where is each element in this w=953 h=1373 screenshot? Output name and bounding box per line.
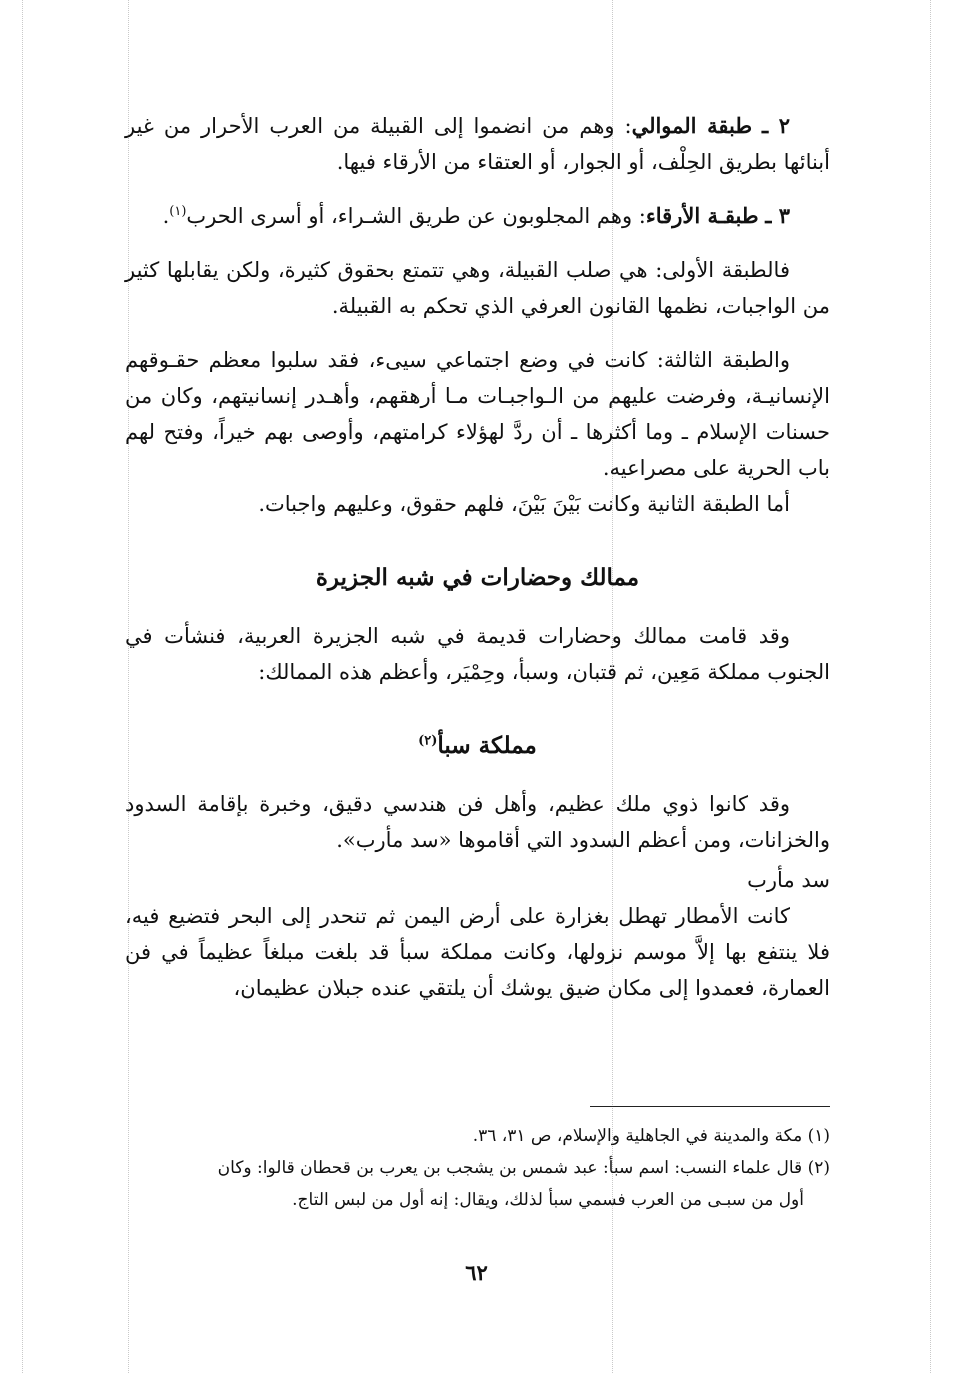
scan-guide-line — [22, 0, 23, 1373]
paragraph-marib: كانت الأمطار تهطل بغزارة على أرض اليمن ثم تنحدر إلى البحر فتضيع فيه، فلا ينتفع بها إلاَّ موسم نزولها، وكانت مملكة سبأ قد بلغت مبلغاً عظيماً في فن العمارة، فعمدوا إلى مكان ضيق يوشك أن يلتقي عنده جبلان عظيمان، — [125, 904, 830, 1000]
marib-dam-subheading: سد مأرب — [747, 868, 830, 892]
paragraph-arqaa — [125, 198, 830, 234]
footnote-2-continued: أول من سبـى من العرب فسمي سبأ لذلك، ويقال: إنه أول من لبس التاج. — [292, 1190, 804, 1210]
period: . — [162, 204, 170, 228]
paragraph-second-class: أما الطبقة الثانية وكانت بَيْنَ بَيْنَ، فلهم حقوق، وعليهم واجبات. — [258, 492, 790, 516]
scan-guide-line — [930, 0, 931, 1373]
footnote-ref-2: (٢) — [418, 733, 438, 749]
kingdom-saba-title: مملكة سبأ — [437, 732, 537, 759]
paragraph-third-class: والطبقة الثالثة: كانت في وضع اجتماعي سيىء، فقد سلبوا معظم حقـوقهم الإنسانيـة، وفرضت عليهم من الـواجبـات مـا أرهقهم، وأهـدر إنسانيتهم، وكان من حسنات الإسلام ـ وما أكثرها ـ أن ردَّ لهؤلاء كرامتهم، وأوصى بهم خيراً، وفتح لهم باب الحرية على مصراعيه. — [125, 348, 830, 480]
paragraph-kingdoms: وقد قامت ممالك وحضارات قديمة في شبه الجزيرة العربية، فنشأت في الجنوب مملكة مَعِين، ثم قتبان، وسبأ، وحِمْيَر، وأعظم هذه الممالك: — [125, 624, 830, 684]
paragraph-saba: وقد كانوا ذوي ملك عظيم، وأهل فن هندسي دقيق، وخبرة بإقامة السدود والخزانات، ومن أعظم السدود التي أقاموها «سد مأرب». — [125, 792, 830, 852]
main-text — [125, 108, 830, 1006]
kingdom-saba-heading — [125, 728, 830, 764]
footnote-1: (١) مكة والمدينة في الجاهلية والإسلام، ص ٣١، ٣٦. — [472, 1126, 830, 1146]
paragraph-first-class: فالطبقة الأولى: هي صلب القبيلة، وهي تتمتع بحقوق كثيرة، ولكن يقابلها كثير من الواجبات، نظمها القانون العرفي الذي تحكم به القبيلة. — [125, 258, 830, 318]
paragraph-mawali — [125, 108, 830, 180]
term-mawali: طبقة الموالي — [631, 113, 753, 138]
footnote-divider — [590, 1106, 830, 1107]
item-number: ٣ ـ — [765, 203, 790, 228]
footnote-ref-1: (١) — [169, 204, 187, 219]
footnote-2: (٢) قال علماء النسب: اسم سبأ: عبد شمس بن يشجب بن يعرب بن قحطان قالوا: وكان — [217, 1158, 830, 1178]
term-arqaa: طبقـة الأرقاء — [645, 203, 759, 228]
mawali-text: : وهم من انضموا إلى القبيلة من العرب الأحرار من غير أبنائها بطريق الحِلْف، أو الجوار، أو العتقاء من الأرقاء فيها. — [125, 114, 830, 174]
arqaa-text: : وهم المجلوبون عن طريق الشـراء، أو أسرى الحرب — [186, 204, 646, 228]
section-heading: ممالك وحضارات في شبه الجزيرة — [315, 564, 640, 591]
footnotes — [125, 1120, 830, 1216]
page-number: ٦٢ — [465, 1260, 488, 1285]
item-number: ٢ ـ — [761, 113, 790, 138]
